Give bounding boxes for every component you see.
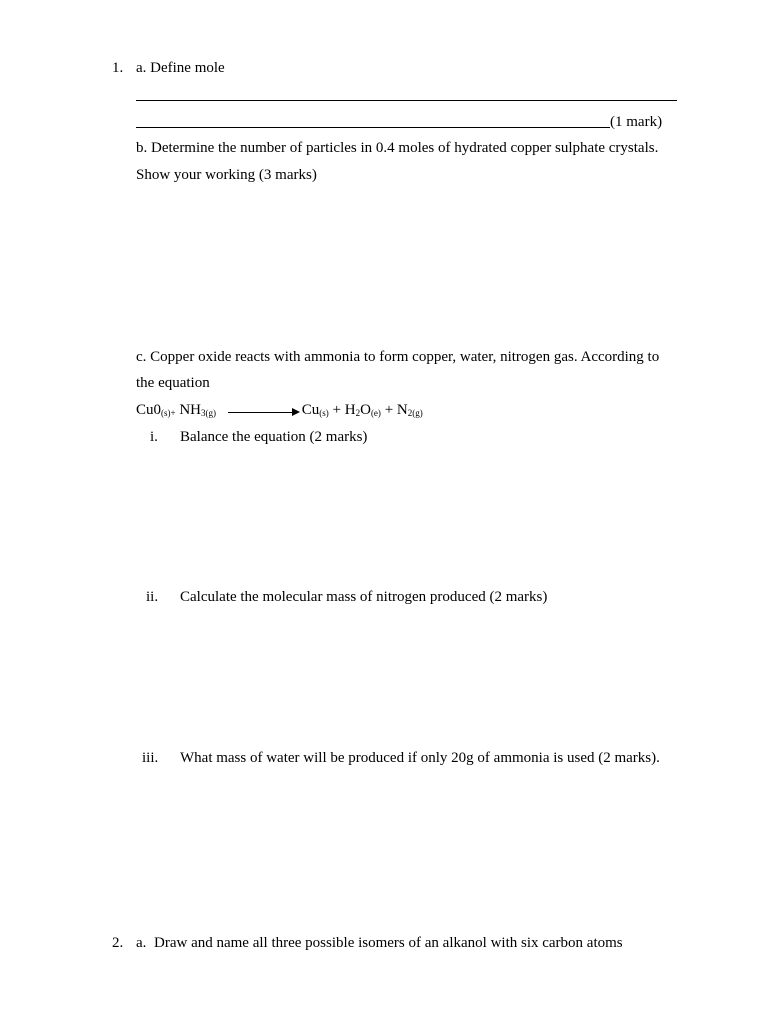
subquestion-number: iii. (142, 750, 159, 766)
question-1b-prompt: b. Determine the number of particles in 0.4 moles of hydrated copper sulphate crystals. (136, 140, 659, 156)
question-1b-instruction: Show your working (3 marks) (136, 167, 317, 183)
question-1a-marks: (1 mark) (610, 114, 663, 130)
question-2a-prompt: Draw and name all three possible isomers of an alkanol with six carbon atoms (154, 935, 623, 951)
question-2-number: 2. (112, 935, 124, 951)
product-water: $H_2O_{(e)}$ (344, 402, 381, 418)
subquestion-text: What mass of water will be produced if only 20g of ammonia is used (2 marks). (180, 750, 660, 766)
reactant-ammonia: NH (179, 402, 202, 418)
subquestion-text: Balance the equation (2 marks) (180, 429, 368, 445)
question-1-number: 1. (112, 60, 124, 76)
subquestion-text: Calculate the molecular mass of nitrogen produced (2 marks) (180, 589, 548, 605)
answer-line-1 (136, 100, 677, 101)
question-1c-prompt-continued: the equation (136, 375, 210, 391)
question-2a-label: a. (136, 935, 147, 951)
reactant-copper-oxide: Cu0 (136, 402, 162, 418)
chemical-equation: $Cu0_{(s)+}$ $NH_{3(g)}$ $Cu_{(s)} + H_2O_{(e)} + N_{2(g)}$ (136, 402, 423, 418)
question-1c-prompt: c. Copper oxide reacts with ammonia to form copper, water, nitrogen gas. According to (136, 349, 660, 365)
subquestion-number: ii. (146, 589, 159, 605)
answer-line-2 (136, 127, 610, 128)
product-copper: Cu (301, 402, 320, 418)
subquestion-number: i. (150, 429, 158, 445)
question-1a-prompt: a. Define mole (136, 60, 225, 76)
reaction-arrow-icon (228, 406, 300, 416)
product-nitrogen: $N_{2(g)}$ (396, 402, 423, 418)
